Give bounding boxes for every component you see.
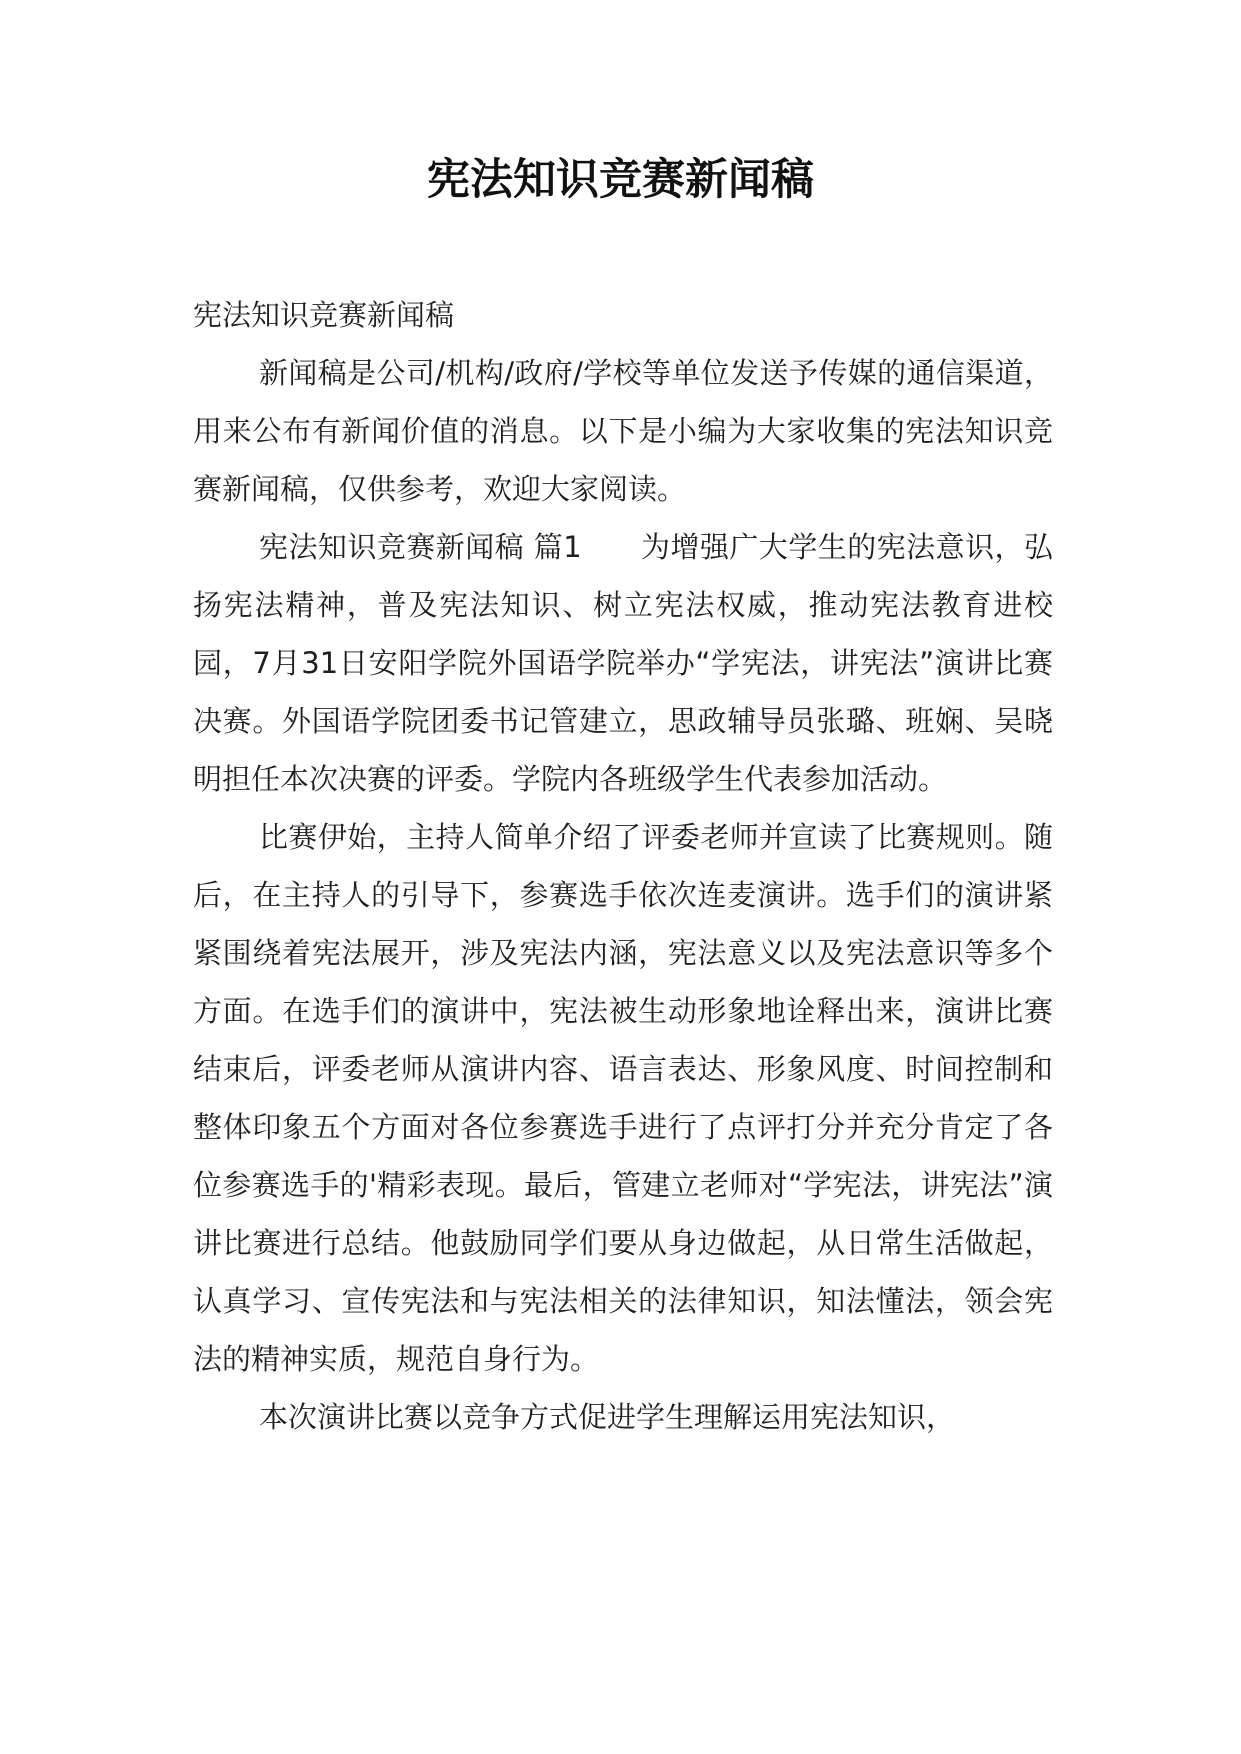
- paragraph-competition: 比赛伊始，主持人简单介绍了评委老师并宣读了比赛规则。随后，在主持人的引导下，参赛选手依次连麦演讲。选手们的演讲紧紧围绕着宪法展开，涉及宪法内涵，宪法意义以及宪法意识等多个方面。在选手们的演讲中，宪法被生动形象地诠释出来，演讲比赛结束后，评委老师从演讲内容、语言表达、形象风度、时间控制和整体印象五个方面对各位参赛选手进行了点评打分并充分肯定了各位参赛选手的'精彩表现。最后，管建立老师对“学宪法，讲宪法”演讲比赛进行总结。他鼓励同学们要从身边做起，从日常生活做起，认真学习、宣传宪法和与宪法相关的法律知识，知法懂法，领会宪法的精神实质，规范自身行为。: [193, 820, 1053, 1376]
- document-subtitle: 宪法知识竞赛新闻稿: [193, 298, 455, 332]
- document-body: [193, 286, 1053, 1446]
- paragraph-conclusion: 本次演讲比赛以竞争方式促进学生理解运用宪法知识，: [259, 1400, 956, 1434]
- paragraph-section-1: 宪法知识竞赛新闻稿 篇1 为增强广大学生的宪法意识，弘扬宪法精神，普及宪法知识、树立宪法权威，推动宪法教育进校园，7月31日安阳学院外国语学院举办“学宪法，讲宪法”演讲比赛决赛。外国语学院团委书记管建立，思政辅导员张璐、班娴、吴晓明担任本次决赛的评委。学院内各班级学生代表参加活动。: [193, 530, 1053, 796]
- document-title: 宪法知识竞赛新闻稿: [427, 155, 814, 205]
- paragraph-intro: 新闻稿是公司/机构/政府/学校等单位发送予传媒的通信渠道，用来公布有新闻价值的消息。以下是小编为大家收集的宪法知识竞赛新闻稿，仅供参考，欢迎大家阅读。: [193, 356, 1053, 506]
